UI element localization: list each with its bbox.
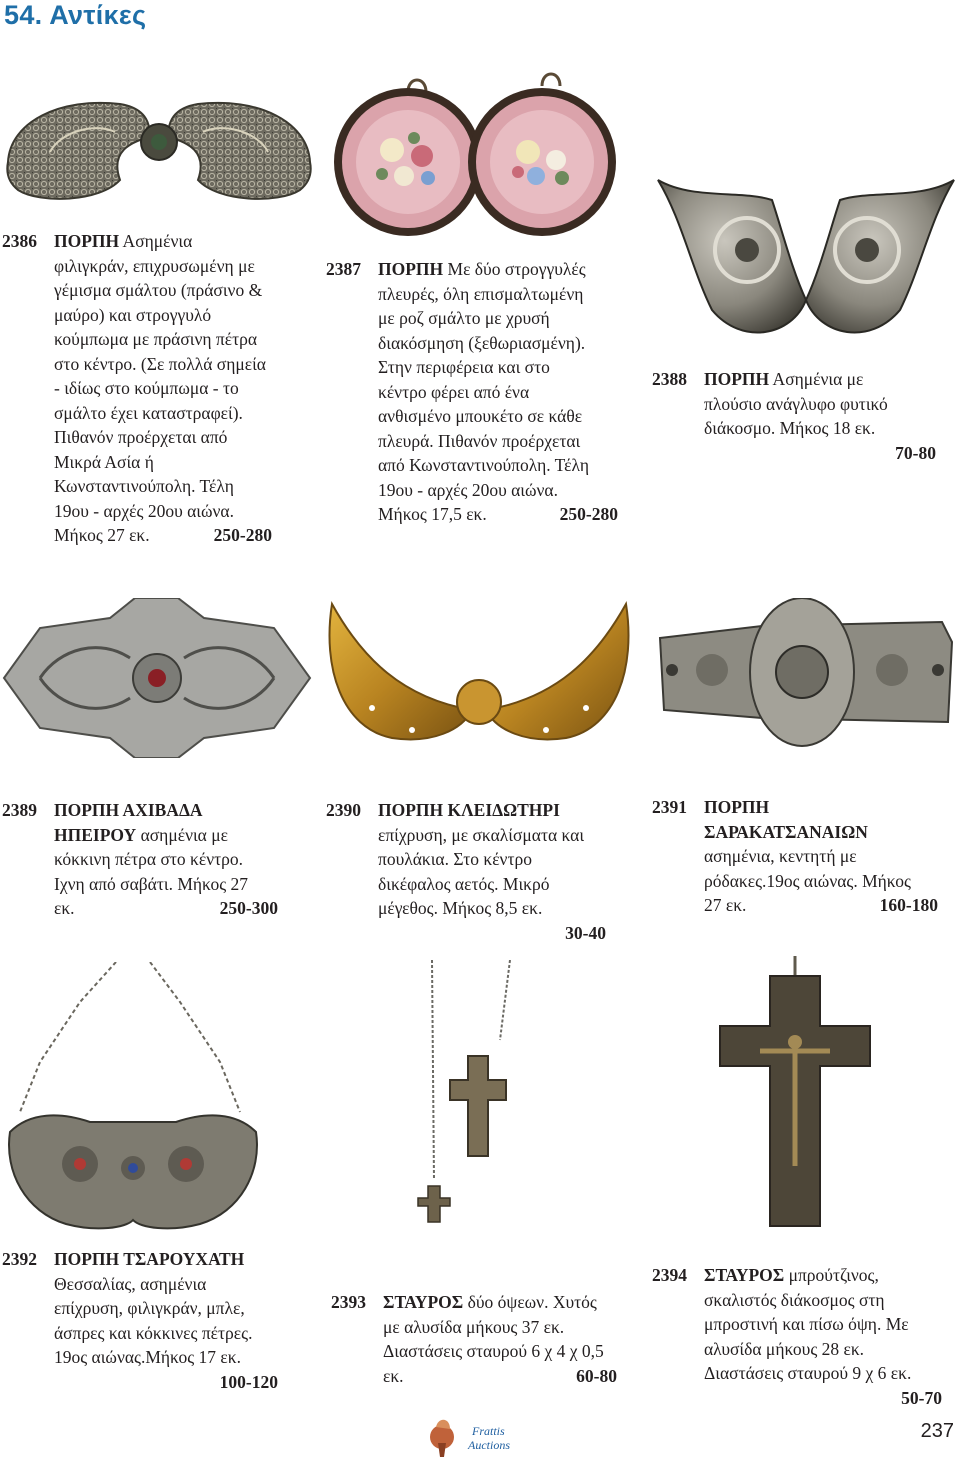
lot-price: 70-80 xyxy=(895,442,936,463)
lot-description: ΠΟΡΠΗ ΤΣΑΡΟΥΧΑΤΗ Θεσσαλίας, ασημένια επίχρυση, φιλιγκράν, μπλε, άσπρες και κόκκινες πέτρες. 19ος αιώνας.Μήκος 17 εκ. 100-120 xyxy=(54,1247,286,1394)
page-number: 237 xyxy=(920,1420,954,1442)
lot-description: ΠΟΡΠΗ ΑΧΙΒΑΔΑ ΗΠΕΙΡΟΥ ασημένια με κόκκινη πέτρα στο κέντρο. Ιχνη από σαβάτι. Μήκος 27 εκ. 250-300 xyxy=(54,798,286,921)
lot-description: ΠΟΡΠΗ ΣΑΡΑΚΑΤΣΑΝΑΙΩΝ ασημένια, κεντητή με ρόδακες.19ος αιώνας. Μήκος 27 εκ. 160-180 xyxy=(704,795,942,918)
lot-price: 250-280 xyxy=(213,525,272,545)
lot-number: 2386 xyxy=(2,231,37,251)
logo-line-2: Auctions xyxy=(468,1438,510,1452)
lot-2387-photo xyxy=(330,72,620,242)
lot-number: 2391 xyxy=(652,797,687,817)
lot-number: 2394 xyxy=(652,1265,687,1285)
lot-description: ΣΤΑΥΡΟΣ μπρούτζινος, σκαλιστός διάκοσμος στη μπροστινή και πίσω όψη. Με αλυσίδα μήκους 28 εκ. Διαστάσεις σταυρού 9 χ 6 εκ. 50-70 xyxy=(704,1263,946,1410)
page-title: 54. Αντίκες xyxy=(4,0,147,30)
lot-title: ΠΟΡΠΗ ΑΧΙΒΑΔΑ xyxy=(54,800,203,820)
lot-price: 30-40 xyxy=(565,922,606,943)
lot-2388-photo xyxy=(652,160,960,346)
lot-title: ΠΟΡΠΗ xyxy=(704,369,770,389)
lot-description: ΣΤΑΥΡΟΣ δύο όψεων. Χυτός με αλυσίδα μήκους 37 εκ. Διαστάσεις σταυρού 6 χ 4 χ 0,5 εκ. 60-80 xyxy=(383,1290,637,1388)
lot-number: 2388 xyxy=(652,369,687,389)
logo-line-1: Frattis xyxy=(472,1424,505,1438)
lot-2389-photo xyxy=(0,598,314,758)
lot-title: ΠΟΡΠΗ ΚΛΕΙΔΩΤΗΡΙ xyxy=(378,800,560,820)
lot-number: 2387 xyxy=(326,259,361,279)
lot-price: 60-80 xyxy=(576,1365,617,1386)
lot-description: ΠΟΡΠΗ Ασημένια με πλούσιο ανάγλυφο φυτικό διάκοσμο. Μήκος 18 εκ. 70-80 xyxy=(704,367,936,465)
lot-title: ΣΤΑΥΡΟΣ xyxy=(704,1265,785,1285)
lot-description: ΠΟΡΠΗ ΚΛΕΙΔΩΤΗΡΙ επίχρυση, με σκαλίσματα και πουλάκια. Στο κέντρο δικέφαλος αετός. Μικρό μέγεθος. Μήκος 8,5 εκ. 30-40 xyxy=(378,798,620,945)
lot-price: 250-280 xyxy=(559,504,618,524)
lot-title: ΠΟΡΠΗ xyxy=(704,797,770,817)
lot-description: ΠΟΡΠΗ Με δύο στρογγυλές πλευρές, όλη επισμαλτωμένη με ροζ σμάλτο με χρυσή διακόσμηση (ξεθωριασμένη). Στην περιφέρεια και στο κέντρο φέρει από ένα ανθισμένο μπουκέτο σε κάθε πλευρά. Πιθανόν προέρχεται από Κωνσταντινούπολη. Τέλη 19ου - αρχές 20ου αιώνα. Μήκος 17,5 εκ. 250-280 xyxy=(378,257,624,527)
lot-number: 2393 xyxy=(331,1292,366,1312)
lot-2386-photo xyxy=(0,92,318,212)
lot-2391-photo xyxy=(652,598,960,748)
lot-number: 2389 xyxy=(2,800,37,820)
lot-description: ΠΟΡΠΗ Ασημένια φιλιγκράν, επιχρυσωμένη με γέμισμα σμάλτου (πράσινο & μαύρο) και στρογγυλό κούμπωμα με πράσινη πέτρα στο κέντρο. (Σε πολλά σημεία - ιδίως στο κούμπωμα - το σμάλτο έχει καταστραφεί). Πιθανόν προέρχεται από Μικρά Ασία ή Κωνσταντινούπολη. Τέλη 19ου - αρχές 20ου αιώνα. Μήκος 27 εκ. 250-280 xyxy=(54,229,294,548)
lot-2393-photo xyxy=(410,960,520,1250)
lot-price: 100-120 xyxy=(219,1371,278,1392)
lot-number: 2392 xyxy=(2,1249,37,1269)
lot-2392-photo xyxy=(0,962,266,1242)
lot-title: ΠΟΡΠΗ xyxy=(378,259,444,279)
lot-price: 50-70 xyxy=(901,1387,942,1408)
lot-number: 2390 xyxy=(326,800,361,820)
lot-title: ΠΟΡΠΗ xyxy=(54,231,120,251)
lot-title: ΠΟΡΠΗ ΤΣΑΡΟΥΧΑΤΗ xyxy=(54,1249,245,1269)
lot-price: 250-300 xyxy=(219,898,278,918)
lot-price: 160-180 xyxy=(879,895,938,915)
lot-2394-photo xyxy=(700,956,890,1246)
frattis-auctions-logo xyxy=(428,1413,528,1461)
lot-title: ΣΤΑΥΡΟΣ xyxy=(383,1292,464,1312)
lot-2390-photo xyxy=(322,598,636,758)
